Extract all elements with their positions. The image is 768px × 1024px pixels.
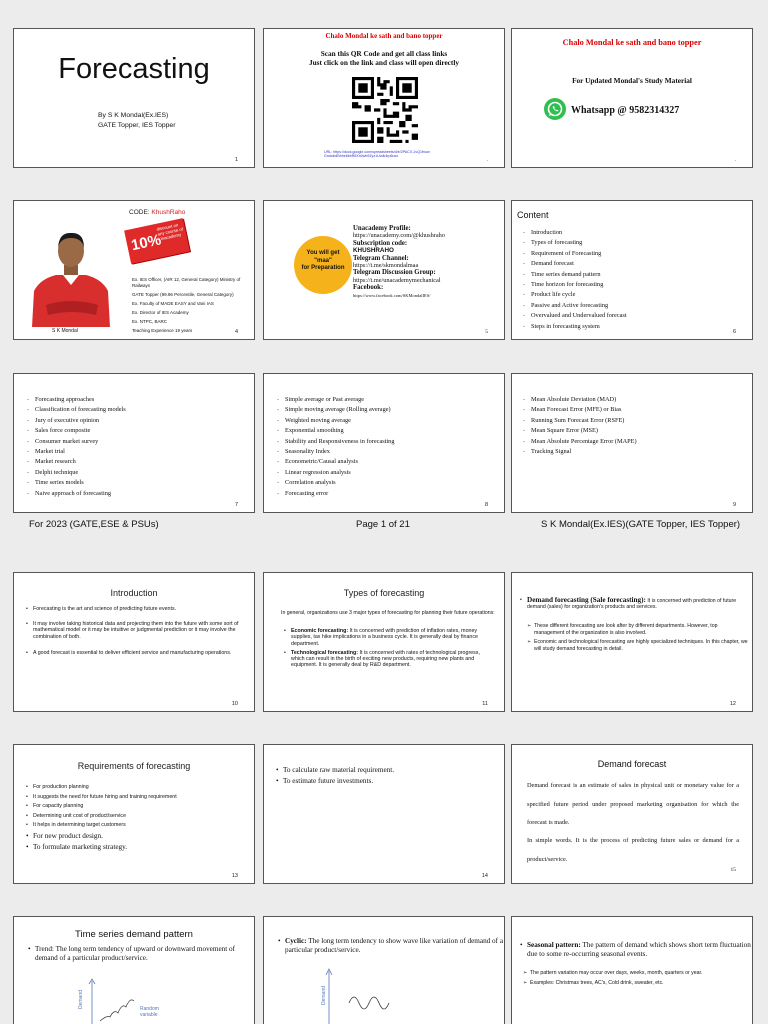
cyclic-graph (319, 965, 439, 1024)
slide-12 (511, 572, 753, 712)
telegram-url[interactable]: https://t.me/skmondalmaa (353, 262, 419, 270)
slide-number: 12 (729, 701, 736, 707)
slide-title: Types of forecasting (343, 588, 425, 598)
credential-item: Ex. NTPC, BARC (132, 319, 168, 324)
slide-number: 4 (234, 329, 238, 335)
list-item: - Tracking Signal (522, 447, 637, 457)
economic-label: Economic forecasting: (291, 628, 349, 634)
trend-para: • Trend: The long term tendency of upward or downward movement of demand of a particular product/service. (28, 945, 236, 962)
technological-label: Technological forecasting: (291, 649, 359, 656)
qr-url[interactable]: URL: https://docs.google.com/spreadsheets/d/e/2PACX-1vQ1fnuw Gndoki4Bhhe6bhR8Xn0wb9Zyz1Uvdk4rp6uxx (324, 150, 430, 159)
credential-item: Ex. Director of IES Academy (132, 310, 189, 315)
list-item: - Correlation analysis (276, 478, 394, 488)
telegram-group-url[interactable]: https://t.me/unacademymechanical (353, 276, 441, 284)
slide-number: 9 (732, 502, 736, 508)
discount-percent: 10% (129, 231, 163, 255)
seasonal-para: • Seasonal pattern: The pattern of demand which shows short term fluctuation due to some re-occurring seasonal events. (520, 941, 751, 958)
economic-text: It is concerned with prediction of inflation rates, money supplies, tax hike implications in a business cycle. It is generally deal by finance department. (291, 628, 478, 647)
content-item: - Steps in forecasting system (522, 322, 627, 332)
list-item: ➢ These different forecasting are look after by different departments. However, top management of the organization is also involved. (527, 623, 749, 636)
slide-14 (263, 744, 505, 884)
cyclic-text: The long term tendency to show wave like variation of demand of a particular product/service. (285, 937, 504, 954)
facebook-url[interactable]: https://www.facebook.com/SKMondalIES/ (353, 292, 431, 298)
author: By S K Mondal(Ex.IES) (98, 112, 169, 119)
demand-forecasting-text: It is concerned with prediction of future demand (sales) for organization's products and services. (527, 598, 737, 611)
slide-number: 10 (231, 701, 238, 707)
demand-forecast-para-2: In simple words. It is the process of predicting future sales or demand for a product/service. (527, 837, 739, 863)
list-item: - Classification of forecasting models (26, 405, 126, 415)
requirements-list-continued (276, 765, 502, 787)
slide-11 (263, 572, 505, 712)
list-item: • For new product design. (26, 831, 252, 842)
list-item: - Market research (26, 457, 126, 467)
telegram-label: Telegram Channel: (353, 254, 409, 262)
content-list (522, 228, 627, 332)
demand-axis-label: Demand (78, 990, 84, 1009)
content-item: - Types of forecasting (522, 238, 627, 248)
slide-title: Time series demand pattern (75, 929, 193, 940)
demand-forecasting-para: • Demand forecasting (Sale forecasting): It is concerned with prediction of future demand (sales) for organization's products and services. (520, 596, 737, 611)
footer-right: S K Mondal(Ex.IES)(GATE Topper, IES Topper) (541, 519, 741, 530)
maa-circle (294, 236, 352, 294)
list-item: - Running Sum Forecast Error (RSFE) (522, 416, 637, 426)
footer-page: Page 1 of 21 (356, 519, 410, 530)
list-item: • It suggests the need for future hiring and training requirement (26, 793, 252, 803)
list-item (284, 628, 494, 647)
demand-notes-list (527, 623, 749, 655)
slide-number: 13 (231, 873, 238, 879)
slide-15 (511, 744, 753, 884)
slide-13 (13, 744, 255, 884)
coupon-code-value: KhushRaho (151, 209, 186, 216)
list-item: • It may involve taking historical data and projecting them into the future with some sort of mathematical model or it may be intuitive or judgmental prediction or it may involve the combination of both. (26, 621, 250, 641)
list-item: - Mean Absolute Percentage Error (MAPE) (522, 437, 637, 447)
trend-text: : The long term tendency of upward or downward movement of demand of a particular product/service. (35, 945, 236, 962)
discount-badge (124, 218, 190, 264)
list-item: - Weighted moving average (276, 416, 394, 426)
slide-1 (13, 28, 255, 168)
list-item: - Sales force composite (26, 426, 126, 436)
demand-forecasting-label: Demand forecasting (Sale forecasting): (527, 596, 646, 604)
list-item: ➢ The pattern variation may occur over days, weeks, month, quarters or year. (523, 970, 749, 977)
slide-number: 15 (730, 867, 736, 873)
trend-graph (74, 975, 194, 1024)
requirements-list (26, 783, 252, 853)
list-item: - Seasonality Index (276, 447, 394, 457)
list-item: - Simple moving average (Rolling average) (276, 405, 394, 415)
content-item: - Time series demand pattern (522, 270, 627, 280)
slide-title: Demand forecast (597, 759, 667, 769)
circle-line: for Preparation (301, 265, 345, 271)
list-item: - Mean Square Error (MSE) (522, 426, 637, 436)
list-item: - Forecasting error (276, 489, 394, 499)
footer-left: For 2023 (GATE,ESE & PSUs) (29, 519, 159, 530)
discount-text: discount on any course of Unacademy (156, 222, 184, 242)
slide-title: Content (517, 210, 549, 220)
credential-item: Ex. Faculty of MADE EASY and Vani IAS (132, 301, 214, 306)
list-item: - Exponential smoothing (276, 426, 394, 436)
list-item: • Forecasting is the art and science of predicting future events. (26, 606, 250, 613)
list-item: • A good forecast is essential to deliver efficient service and manufacturing operations. (26, 650, 250, 657)
slide-number: 7 (234, 502, 238, 508)
coupon-code-label: CODE: (129, 209, 150, 216)
slide-number: . (486, 157, 488, 163)
list-item: • For capacity planning (26, 802, 252, 812)
content-item: - Introduction (522, 228, 627, 238)
types-intro: In general, organizations use 3 major types of forecasting for planning their future operations: (281, 610, 495, 616)
intro-list (26, 606, 250, 657)
trend-label: Trend (35, 945, 52, 953)
qr-line-2: Just click on the link and class will open directly (308, 58, 460, 67)
circle-line: "maa" (314, 257, 332, 264)
list-item: - Stability and Responsiveness in forecasting (276, 437, 394, 447)
slide-17 (263, 916, 505, 1024)
list-item: - Jury of executive opinion (26, 416, 126, 426)
circle-line: You will get (306, 250, 340, 256)
subscription-label: Subscription code: (353, 239, 408, 247)
qr-line-1: Scan this QR Code and get all class links (320, 49, 448, 58)
random-variable-label: Random variable (140, 1006, 159, 1018)
credential-item: GATE Topper (99.96 Percentile, General Category) (132, 292, 234, 297)
seasonal-label: Seasonal pattern: (527, 941, 581, 949)
slide-8 (263, 373, 505, 513)
slide-number: . (734, 157, 736, 163)
seasonal-notes-list (523, 970, 749, 989)
list-item: - Mean Forecast Error (MFE) or Bias (522, 405, 637, 415)
technological-text: It is concerned with rates of technological progress, which can result in the birth of exciting new products, requiring new plants and equipment. It is generally deal by R&D department. (291, 649, 480, 669)
list-item: • Determining unit cost of product/service (26, 812, 252, 822)
list-item: • To estimate future investments. (276, 776, 502, 787)
list-item: • It helps in determining target customers (26, 821, 252, 831)
slide-3 (511, 28, 753, 168)
slide-4 (13, 200, 255, 340)
presenter-photo (26, 221, 116, 327)
whatsapp-icon (544, 98, 566, 120)
slide-10 (13, 572, 255, 712)
list-item: - Time series models (26, 478, 126, 488)
slide-number: 14 (481, 873, 488, 879)
slide-title: Introduction (110, 588, 158, 598)
cyclic-para: • Cyclic: The long term tendency to show wave like variation of demand of a particular product/service. (278, 937, 504, 954)
list-item: - Simple average or Past average (276, 395, 394, 405)
list-item: - Naive approach of forecasting (26, 489, 126, 499)
demand-forecast-para-1: Demand forecast is an estimate of sales in physical unit or monetary value for a specified future period under proposed marketing organisation for which the forecast is made. (527, 782, 739, 826)
credentials-list (126, 277, 252, 334)
facebook-label: Facebook: (353, 284, 384, 292)
credential-item: Ex. IES Officer, (AIR 12, General Category) Ministry of Railways (132, 277, 241, 288)
contact-block (353, 225, 503, 299)
profile-url[interactable]: https://unacademy.com/@khushraho (353, 232, 445, 240)
profile-label: Unacademy Profile: (353, 225, 411, 232)
slide-number: 5 (485, 329, 488, 335)
content-item: - Product life cycle (522, 290, 627, 300)
slide-5 (263, 200, 505, 340)
list-item: • For production planning (26, 783, 252, 793)
list-item: - Market trial (26, 447, 126, 457)
slide-7 (13, 373, 255, 513)
subscription-code: KHUSHRAHO (353, 247, 394, 255)
content-item: - Requirement of Forecasting (522, 249, 627, 259)
slide-16 (13, 916, 255, 1024)
seasonal-text: The pattern of demand which shows short term fluctuation due to some re-occurring seasonal events. (527, 941, 751, 958)
list-item: ➢ Economic and technological forecasting are highly specialized techniques. In this chapter, we will study demand forecasting in detail. (527, 639, 749, 652)
list-item: • To calculate raw material requirement. (276, 765, 502, 776)
error-measures-list (522, 395, 637, 457)
slide-6 (511, 200, 753, 340)
author-subtitle: GATE Topper, IES Topper (98, 122, 176, 129)
slide-18 (511, 916, 753, 1024)
list-item: - Mean Absolute Deviation (MAD) (522, 395, 637, 405)
banner: Chalo Mondal ke sath and bano topper (562, 38, 702, 47)
list-item (284, 650, 494, 669)
slide-2 (263, 28, 505, 168)
slide-number: 11 (482, 701, 488, 707)
slide-title: Requirements of forecasting (77, 761, 191, 771)
types-list (284, 628, 494, 669)
methods-list (276, 395, 394, 499)
list-item: - Delphi technique (26, 468, 126, 478)
approaches-list (26, 395, 126, 499)
cyclic-label: Cyclic: (285, 937, 307, 945)
slide-number: 1 (234, 157, 238, 163)
study-material-line: For Updated Mondal's Study Material (572, 76, 692, 85)
slide-number: 6 (732, 329, 736, 335)
list-item: • To formulate marketing strategy. (26, 842, 252, 853)
list-item: ➢ Examples: Christmas trees, AC's, Cold drink, sweater, etc. (523, 980, 749, 987)
whatsapp-number[interactable]: Whatsapp @ 9582314327 (571, 105, 680, 116)
slide-9 (511, 373, 753, 513)
slide-number: 8 (484, 502, 488, 508)
banner: Chalo Mondal ke sath and bano topper (325, 32, 443, 40)
list-item: - Forecasting approaches (26, 395, 126, 405)
presenter-name: S K Mondal (52, 328, 78, 334)
content-item: - Demand forecast (522, 259, 627, 269)
list-item: - Consumer market survey (26, 437, 126, 447)
list-item: - Econometric/Causal analysis (276, 457, 394, 467)
credential-item: Teaching Experience 19 years (132, 328, 193, 333)
content-item: - Overvalued and Undervalued forecast (522, 311, 627, 321)
list-item: - Linear regression analysis (276, 468, 394, 478)
slide-title: Forecasting (58, 53, 210, 85)
coupon-code (129, 209, 185, 216)
telegram-group-label: Telegram Discussion Group: (353, 269, 436, 277)
content-item: - Time horizon for forecasting (522, 280, 627, 290)
content-item: - Passive and Active forecasting (522, 301, 627, 311)
qr-code-icon[interactable] (352, 77, 418, 143)
demand-axis-label: Demand (321, 986, 327, 1005)
